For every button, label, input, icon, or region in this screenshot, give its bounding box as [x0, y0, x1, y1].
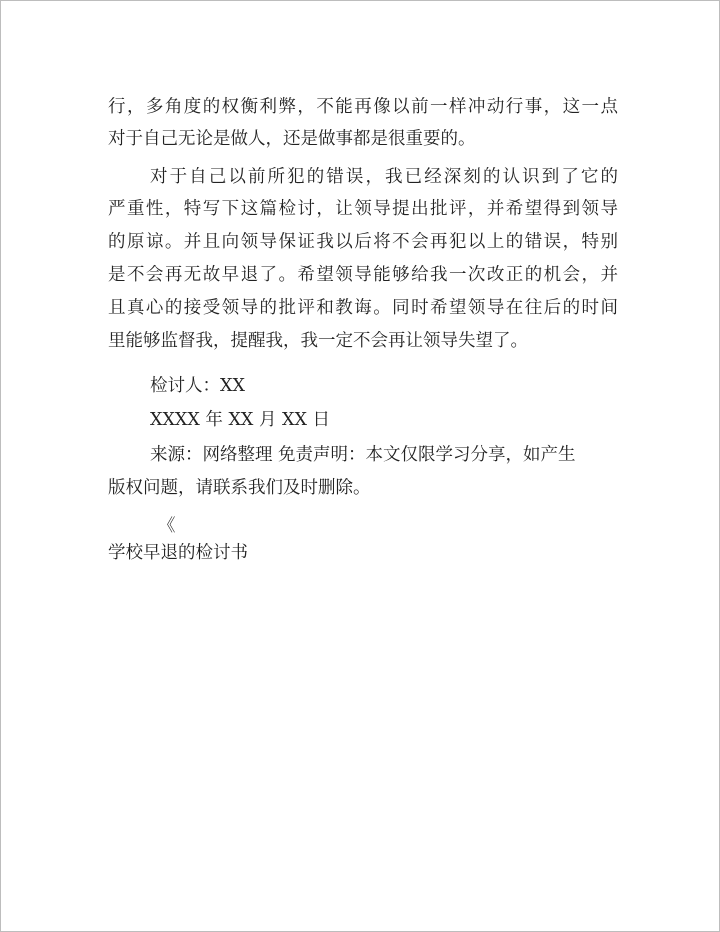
- body-line-3: 对于自己以前所犯的错误，我已经深刻的认识到了它的: [150, 167, 618, 187]
- signature-line: 检讨人：XX: [150, 376, 245, 396]
- disclaimer-line-1: 来源：网络整理 免责声明：本文仅限学习分享，如产生: [150, 445, 576, 465]
- body-line-2: 对于自己无论是做人，还是做事都是很重要的。: [108, 129, 476, 149]
- date-line: XXXX 年 XX 月 XX 日: [150, 410, 330, 430]
- disclaimer-line-2: 版权问题，请联系我们及时删除。: [108, 478, 371, 498]
- document-title: 学校早退的检讨书: [108, 543, 248, 563]
- body-line-7: 且真心的接受领导的批评和教诲。同时希望领导在往后的时间: [108, 298, 618, 318]
- body-line-6: 是不会再无故早退了。希望领导能够给我一次改正的机会，并: [108, 265, 618, 285]
- body-line-1: 行，多角度的权衡利弊，不能再像以前一样冲动行事，这一点: [108, 97, 618, 117]
- body-line-8: 里能够监督我，提醒我，我一定不会再让领导失望了。: [108, 331, 528, 351]
- body-line-5: 的原谅。并且向领导保证我以后将不会再犯以上的错误，特别: [108, 232, 618, 252]
- body-line-4: 严重性，特写下这篇检讨，让领导提出批评，并希望得到领导: [108, 199, 618, 219]
- title-bracket: 《: [158, 516, 176, 536]
